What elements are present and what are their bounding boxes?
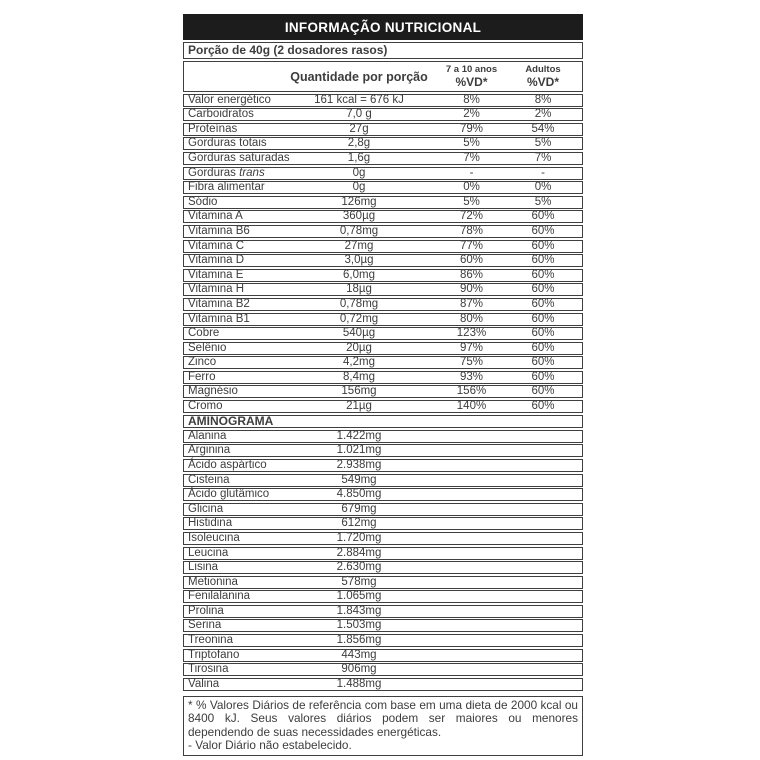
table-header-row bbox=[183, 61, 583, 92]
footnote-box bbox=[183, 696, 583, 757]
amino-acid-quantity: 1.503mg bbox=[336, 619, 382, 632]
amino-acid-name: Lisina bbox=[188, 561, 219, 574]
amino-acid-name: Alanina bbox=[188, 429, 227, 442]
nutrient-name: Cobre bbox=[188, 327, 220, 340]
table-row bbox=[183, 123, 583, 136]
nutrient-name: Vitamina D bbox=[188, 254, 245, 267]
table-row bbox=[183, 561, 583, 574]
table-row bbox=[183, 313, 583, 326]
adults-daily-value: 60% bbox=[531, 341, 555, 354]
amino-acid-quantity: 1.856mg bbox=[336, 634, 382, 647]
nutrient-name: Vitamina B2 bbox=[188, 297, 250, 310]
adults-daily-value: - bbox=[541, 166, 545, 179]
kids-daily-value: 77% bbox=[459, 239, 484, 252]
amino-acid-quantity: 679mg bbox=[341, 502, 377, 515]
nutrient-name: Vitamina H bbox=[188, 283, 245, 296]
adults-daily-value: 8% bbox=[534, 93, 552, 106]
nutrient-quantity: 156mg bbox=[341, 385, 377, 398]
table-row bbox=[183, 430, 583, 443]
table-row bbox=[183, 342, 583, 355]
nutrient-name: Valor energético bbox=[188, 93, 271, 106]
nutrient-name: Vitamina C bbox=[188, 239, 245, 252]
adults-daily-value: 60% bbox=[531, 327, 555, 340]
table-row bbox=[183, 152, 583, 165]
kids-daily-value: 156% bbox=[456, 385, 487, 398]
adults-daily-value: 7% bbox=[534, 151, 552, 164]
table-row bbox=[183, 181, 583, 194]
nutrient-quantity: 161 kcal = 676 kJ bbox=[314, 93, 404, 106]
table-row bbox=[183, 254, 583, 267]
table-row bbox=[183, 356, 583, 369]
adults-daily-value: 60% bbox=[531, 239, 555, 252]
aminogram-section-title: AMINOGRAMA bbox=[183, 415, 583, 429]
nutrient-rows bbox=[183, 94, 583, 413]
adults-daily-value: 5% bbox=[534, 137, 552, 150]
nutrient-name: Fibra alimentar bbox=[188, 181, 265, 194]
table-row bbox=[183, 590, 583, 603]
adults-daily-value: 60% bbox=[531, 224, 555, 237]
table-row bbox=[183, 196, 583, 209]
adults-daily-value: 54% bbox=[531, 122, 555, 135]
table-row bbox=[183, 532, 583, 545]
nutrient-name-italic-part: trans bbox=[239, 166, 265, 179]
kids-vd-header-line2: %VD* bbox=[455, 74, 488, 89]
adults-daily-value: 2% bbox=[534, 108, 552, 121]
nutrient-name: Ferro bbox=[188, 370, 216, 383]
amino-acid-name: Tirosina bbox=[188, 663, 229, 676]
table-row bbox=[183, 385, 583, 398]
table-row bbox=[183, 517, 583, 530]
adults-daily-value: 60% bbox=[531, 283, 555, 296]
adults-daily-value: 60% bbox=[531, 254, 555, 267]
kids-daily-value: 140% bbox=[456, 400, 487, 413]
amino-acid-quantity: 1.488mg bbox=[336, 677, 382, 690]
nutrient-quantity: 0g bbox=[352, 166, 366, 179]
table-row bbox=[183, 371, 583, 384]
nutrient-quantity: 27g bbox=[349, 122, 369, 135]
nutrient-name: Gorduras saturadas bbox=[188, 151, 290, 164]
nutrient-name: Selênio bbox=[188, 341, 227, 354]
amino-acid-quantity: 1.720mg bbox=[336, 531, 382, 544]
kids-daily-value: 8% bbox=[463, 93, 480, 106]
adults-vd-header-line2: %VD* bbox=[526, 74, 559, 89]
amino-acid-name: Leucina bbox=[188, 546, 229, 559]
table-row bbox=[183, 137, 583, 150]
amino-acid-name: Ácido aspártico bbox=[188, 458, 267, 471]
nutrient-name: Magnésio bbox=[188, 385, 238, 398]
label-title: INFORMAÇÃO NUTRICIONAL bbox=[183, 14, 583, 40]
table-row bbox=[183, 210, 583, 223]
adults-daily-value: 60% bbox=[531, 210, 555, 223]
nutrient-quantity: 8,4mg bbox=[343, 370, 375, 383]
amino-acid-quantity: 1.843mg bbox=[336, 604, 382, 617]
nutrient-quantity: 126mg bbox=[341, 195, 377, 208]
table-row bbox=[183, 269, 583, 282]
aminogram-rows bbox=[183, 430, 583, 691]
table-row bbox=[183, 488, 583, 501]
adults-vd-column-header bbox=[504, 64, 582, 90]
nutrient-quantity: 3,0µg bbox=[344, 254, 374, 267]
amino-acid-name: Cisteina bbox=[188, 473, 230, 486]
kids-daily-value: 86% bbox=[459, 268, 484, 281]
nutrient-quantity: 0,78mg bbox=[339, 224, 379, 237]
nutrient-name: Sódio bbox=[188, 195, 218, 208]
table-row bbox=[183, 576, 583, 589]
kids-daily-value: 80% bbox=[459, 312, 484, 325]
table-row bbox=[183, 459, 583, 472]
nutrient-name: Gorduras totais bbox=[188, 137, 267, 150]
table-row bbox=[183, 503, 583, 516]
adults-daily-value: 60% bbox=[531, 297, 555, 310]
kids-daily-value: 87% bbox=[459, 297, 484, 310]
kids-vd-column-header bbox=[439, 64, 504, 90]
amino-acid-quantity: 2.884mg bbox=[336, 546, 382, 559]
table-row bbox=[183, 225, 583, 238]
amino-acid-name: Metionina bbox=[188, 575, 238, 588]
nutrient-quantity: 0,78mg bbox=[339, 297, 379, 310]
table-row bbox=[183, 619, 583, 632]
adults-daily-value: 5% bbox=[534, 195, 552, 208]
table-row bbox=[183, 167, 583, 180]
nutrient-name: Vitamina B6 bbox=[188, 224, 250, 237]
amino-acid-name: Fenilalanina bbox=[188, 590, 251, 603]
nutrient-quantity: 0,72mg bbox=[339, 312, 379, 325]
nutrient-name: Cromo bbox=[188, 400, 223, 413]
amino-acid-quantity: 906mg bbox=[341, 663, 377, 676]
nutrient-quantity: 18µg bbox=[346, 283, 372, 296]
kids-daily-value: 60% bbox=[459, 254, 484, 267]
kids-daily-value: 97% bbox=[459, 341, 484, 354]
nutrient-quantity: 0g bbox=[352, 181, 366, 194]
table-row bbox=[183, 649, 583, 662]
daily-values-footnote: * % Valores Diários de referência com base em uma dieta de 2000 kcal ou 8400 kJ. Seus valores diários podem ser maiores ou menores dependendo de suas necessidades energéticas. bbox=[188, 697, 578, 739]
nutrient-quantity: 27mg bbox=[344, 239, 374, 252]
nutrient-name: Gorduras trans bbox=[188, 166, 265, 179]
amino-acid-name: Histidina bbox=[188, 517, 233, 530]
kids-daily-value: 93% bbox=[459, 370, 484, 383]
kids-daily-value: 5% bbox=[463, 137, 480, 150]
nutrient-name: Proteínas bbox=[188, 122, 238, 135]
amino-acid-quantity: 4.850mg bbox=[336, 488, 382, 501]
nutrient-quantity: 7,0 g bbox=[346, 108, 372, 121]
kids-daily-value: 90% bbox=[459, 283, 484, 296]
nutrient-quantity: 6,0mg bbox=[343, 268, 375, 281]
amino-acid-name: Valina bbox=[188, 677, 220, 690]
adults-daily-value: 60% bbox=[531, 370, 555, 383]
adults-daily-value: 60% bbox=[531, 312, 555, 325]
nutrient-quantity: 1,6g bbox=[347, 151, 371, 164]
amino-acid-quantity: 1.422mg bbox=[336, 429, 382, 442]
table-row bbox=[183, 474, 583, 487]
amino-acid-name: Serina bbox=[188, 619, 222, 632]
table-row bbox=[183, 298, 583, 311]
nutrition-label bbox=[183, 14, 583, 756]
nutrient-quantity: 360µg bbox=[342, 210, 376, 223]
kids-daily-value: 2% bbox=[463, 108, 480, 121]
table-row bbox=[183, 327, 583, 340]
kids-daily-value: 78% bbox=[459, 224, 484, 237]
nutrient-name: Vitamina A bbox=[188, 210, 243, 223]
nutrient-quantity: 4,2mg bbox=[343, 356, 375, 369]
amino-acid-name: Isoleucina bbox=[188, 531, 240, 544]
kids-daily-value: 79% bbox=[459, 122, 484, 135]
adults-daily-value: 0% bbox=[534, 181, 552, 194]
kids-daily-value: 75% bbox=[459, 356, 484, 369]
amino-acid-name: Arginina bbox=[188, 444, 231, 457]
amino-acid-name: Prolina bbox=[188, 604, 224, 617]
amino-acid-quantity: 549mg bbox=[341, 473, 377, 486]
kids-daily-value: 5% bbox=[463, 195, 480, 208]
kids-daily-value: - bbox=[469, 166, 474, 179]
adults-daily-value: 60% bbox=[531, 356, 555, 369]
nutrient-quantity: 20µg bbox=[346, 341, 372, 354]
table-row bbox=[183, 663, 583, 676]
amino-acid-name: Triptofano bbox=[188, 648, 240, 661]
amino-acid-name: Glicina bbox=[188, 502, 224, 515]
nutrient-name: Carboidratos bbox=[188, 108, 254, 121]
table-row bbox=[183, 283, 583, 296]
nutrient-name: Vitamina E bbox=[188, 268, 244, 281]
table-row bbox=[183, 547, 583, 560]
table-row bbox=[183, 94, 583, 107]
table-row bbox=[183, 678, 583, 691]
kids-daily-value: 72% bbox=[459, 210, 484, 223]
adults-daily-value: 60% bbox=[531, 385, 555, 398]
amino-acid-quantity: 1.021mg bbox=[336, 444, 382, 457]
adults-daily-value: 60% bbox=[531, 400, 555, 413]
nutrient-quantity: 21µg bbox=[346, 400, 372, 413]
table-row bbox=[183, 108, 583, 121]
adults-vd-header-line1: Adultos bbox=[525, 63, 561, 75]
kids-daily-value: 0% bbox=[463, 181, 480, 194]
quantity-column-header: Quantidade por porção bbox=[290, 69, 428, 84]
amino-acid-quantity: 578mg bbox=[341, 575, 377, 588]
amino-acid-quantity: 612mg bbox=[341, 517, 377, 530]
amino-acid-name: Ácido glutâmico bbox=[188, 488, 270, 501]
amino-acid-quantity: 2.938mg bbox=[336, 458, 382, 471]
adults-daily-value: 60% bbox=[531, 268, 555, 281]
kids-daily-value: 123% bbox=[456, 327, 487, 340]
table-row bbox=[183, 444, 583, 457]
table-row bbox=[183, 400, 583, 413]
amino-acid-name: Treonina bbox=[188, 634, 233, 647]
table-row bbox=[183, 605, 583, 618]
nutrient-name: Vitamina B1 bbox=[188, 312, 250, 325]
amino-acid-quantity: 2.630mg bbox=[336, 561, 382, 574]
table-row bbox=[183, 240, 583, 253]
serving-size: Porção de 40g (2 dosadores rasos) bbox=[183, 42, 583, 59]
amino-acid-quantity: 1.065mg bbox=[336, 590, 382, 603]
nutrient-name: Zinco bbox=[188, 356, 217, 369]
table-row bbox=[183, 634, 583, 647]
kids-daily-value: 7% bbox=[463, 151, 480, 164]
daily-value-not-established-note: - Valor Diário não estabelecido. bbox=[188, 738, 352, 753]
kids-vd-header-line1: 7 a 10 anos bbox=[445, 63, 498, 75]
nutrient-quantity: 2,8g bbox=[347, 137, 371, 150]
amino-acid-quantity: 443mg bbox=[341, 648, 377, 661]
nutrient-quantity: 540µg bbox=[342, 327, 376, 340]
